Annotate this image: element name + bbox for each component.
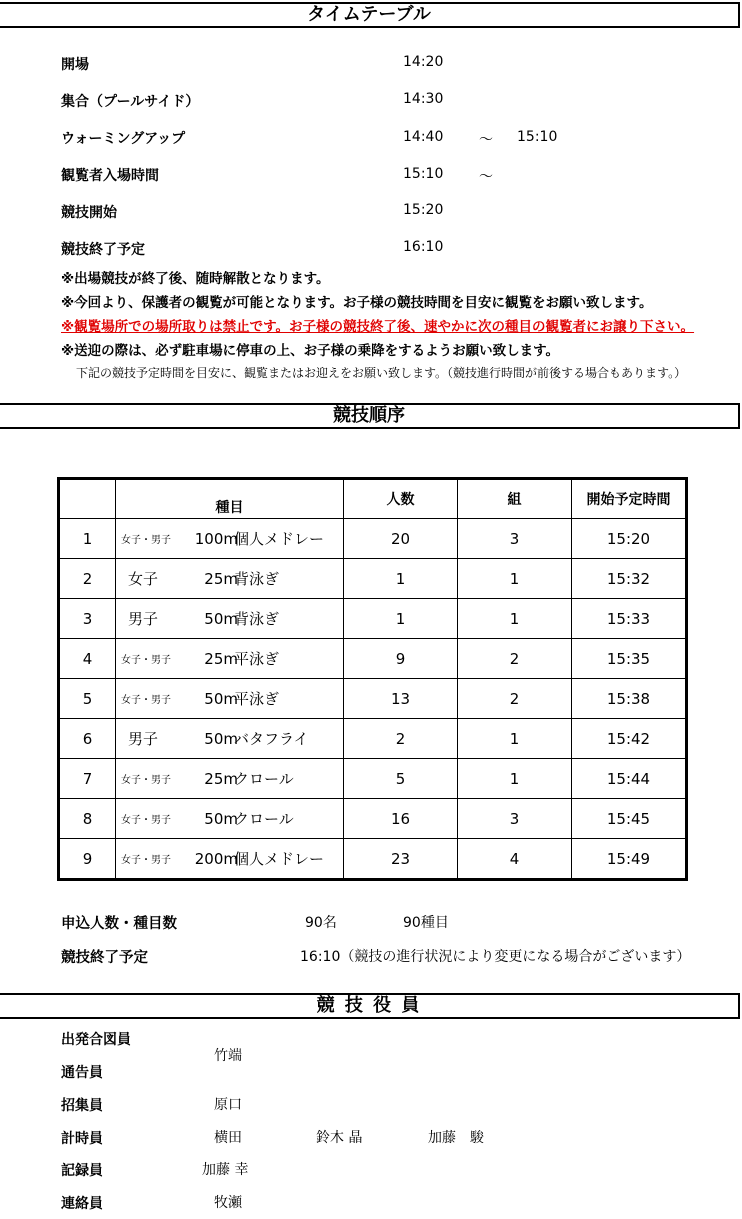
event-gender: 女子・男子	[121, 815, 171, 826]
event-no: 5	[59, 679, 116, 719]
event-gender: 女子・男子	[121, 535, 171, 546]
event-group: 2	[458, 639, 572, 679]
tt-label-5: 競技終了予定	[61, 242, 145, 258]
event-count: 16	[344, 799, 458, 839]
event-cell	[116, 679, 344, 719]
timetable-header	[0, 2, 740, 28]
event-gender: 女子・男子	[121, 695, 171, 706]
timetable-title: タイムテーブル	[307, 4, 431, 25]
event-count: 2	[344, 719, 458, 759]
event-no: 4	[59, 639, 116, 679]
tt-label-4: 競技開始	[61, 205, 117, 221]
event-no: 9	[59, 839, 116, 880]
note-4: ※送迎の際は、必ず駐車場に停車の上、お子様の乗降をするようお願い致します。	[61, 343, 560, 359]
event-no: 3	[59, 599, 116, 639]
official-timer-2: 鈴木 晶	[316, 1130, 363, 1146]
event-group: 1	[458, 559, 572, 599]
official-liaison: 牧瀬	[214, 1195, 242, 1211]
col-header-event	[116, 479, 344, 519]
tt-label-0: 開場	[61, 57, 89, 73]
event-distance: 50m	[204, 729, 238, 748]
event-count: 1	[344, 559, 458, 599]
event-stroke: 背泳ぎ	[234, 570, 280, 588]
tt-end-2: 15:10	[517, 129, 558, 145]
note-5: 下記の競技予定時間を目安に、観覧またはお迎えをお願い致します。（競技進行時間が前後する場合もあります。）	[76, 366, 687, 380]
event-stroke: クロール	[234, 810, 294, 828]
event-stroke: 背泳ぎ	[234, 610, 280, 628]
event-distance: 25m	[204, 649, 238, 668]
role-announcer: 通告員	[61, 1065, 103, 1081]
table-row	[59, 559, 687, 599]
event-no: 1	[59, 519, 116, 559]
event-group: 1	[458, 719, 572, 759]
event-start-time: 15:42	[572, 719, 687, 759]
event-gender: 女子・男子	[121, 775, 171, 786]
event-cell	[116, 799, 344, 839]
tt-time-2: 14:40	[403, 129, 444, 145]
tt-label-1: 集合（プールサイド）	[61, 94, 200, 110]
event-distance: 50m	[204, 689, 238, 708]
entries-events: 90種目	[403, 915, 449, 931]
event-cell	[116, 719, 344, 759]
event-no: 6	[59, 719, 116, 759]
event-count: 9	[344, 639, 458, 679]
event-count: 5	[344, 759, 458, 799]
end-label: 競技終了予定	[61, 950, 148, 966]
note-2: ※今回より、保護者の観覧が可能となります。お子様の競技時間を目安に観覧をお願い致します。	[61, 295, 653, 311]
table-row	[59, 719, 687, 759]
event-group: 3	[458, 519, 572, 559]
event-stroke: クロール	[234, 770, 294, 788]
event-group: 2	[458, 679, 572, 719]
event-start-time: 15:38	[572, 679, 687, 719]
event-no: 2	[59, 559, 116, 599]
event-start-time: 15:20	[572, 519, 687, 559]
table-row	[59, 599, 687, 639]
table-row	[59, 679, 687, 719]
col-header-no	[59, 479, 116, 519]
event-group: 4	[458, 839, 572, 880]
event-distance: 200m	[194, 849, 238, 868]
table-row	[59, 519, 687, 559]
event-start-time: 15:35	[572, 639, 687, 679]
event-stroke: バタフライ	[234, 730, 309, 748]
tt-label-3: 観覧者入場時間	[61, 168, 159, 184]
role-starter: 出発合図員	[61, 1032, 131, 1048]
table-row	[59, 839, 687, 880]
role-marshal: 招集員	[61, 1098, 103, 1114]
event-count: 13	[344, 679, 458, 719]
event-gender: 男子	[128, 730, 159, 748]
event-cell	[116, 839, 344, 880]
event-gender: 女子・男子	[121, 855, 171, 866]
event-start-time: 15:45	[572, 799, 687, 839]
event-distance: 50m	[204, 609, 238, 628]
role-recorder: 記録員	[61, 1163, 103, 1179]
event-cell	[116, 639, 344, 679]
event-start-time: 15:49	[572, 839, 687, 880]
event-stroke: 平泳ぎ	[234, 690, 280, 708]
tt-time-4: 15:20	[403, 202, 444, 218]
tt-tilde-3: ～	[479, 169, 493, 185]
event-distance: 50m	[204, 809, 238, 828]
official-recorder: 加藤 幸	[202, 1162, 249, 1178]
officials-header	[0, 993, 740, 1019]
event-no: 7	[59, 759, 116, 799]
event-stroke: 個人メドレー	[234, 530, 325, 548]
event-stroke: 平泳ぎ	[234, 650, 280, 668]
event-start-time: 15:44	[572, 759, 687, 799]
official-timer-1: 横田	[214, 1130, 242, 1146]
end-value: 16:10（競技の進行状況により変更になる場合がございます）	[300, 949, 691, 965]
entries-label: 申込人数・種目数	[61, 916, 177, 932]
note-1: ※出場競技が終了後、随時解散となります。	[61, 271, 330, 287]
event-group: 1	[458, 599, 572, 639]
tt-label-2: ウォーミングアップ	[61, 131, 186, 147]
table-header-row	[59, 479, 687, 519]
event-count: 1	[344, 599, 458, 639]
tt-time-0: 14:20	[403, 54, 444, 70]
event-distance: 25m	[204, 569, 238, 588]
event-cell	[116, 599, 344, 639]
table-row	[59, 639, 687, 679]
order-header	[0, 403, 740, 429]
table-row	[59, 799, 687, 839]
event-cell	[116, 519, 344, 559]
event-group: 1	[458, 759, 572, 799]
event-count: 23	[344, 839, 458, 880]
event-gender: 男子	[128, 610, 159, 628]
note-3-warning: ※観覧場所での場所取りは禁止です。お子様の競技終了後、速やかに次の種目の観覧者にお譲り下さい。	[61, 319, 695, 335]
official-timer-3: 加藤 駿	[428, 1130, 484, 1146]
event-order-table	[57, 477, 688, 881]
event-cell	[116, 559, 344, 599]
table-row	[59, 759, 687, 799]
col-header-event-label: 種目	[215, 500, 244, 516]
official-starter-announcer: 竹端	[214, 1048, 242, 1064]
event-distance: 25m	[204, 769, 238, 788]
role-timer: 計時員	[61, 1131, 103, 1147]
event-distance: 100m	[194, 529, 238, 548]
event-stroke: 個人メドレー	[234, 850, 325, 868]
order-title: 競技順序	[333, 405, 405, 426]
tt-time-1: 14:30	[403, 91, 444, 107]
event-gender: 女子・男子	[121, 655, 171, 666]
role-liaison: 連絡員	[61, 1196, 103, 1212]
tt-tilde-2: ～	[479, 132, 493, 148]
event-gender: 女子	[128, 570, 159, 588]
event-group: 3	[458, 799, 572, 839]
event-cell	[116, 759, 344, 799]
tt-time-3: 15:10	[403, 166, 444, 182]
officials-title: 競 技 役 員	[316, 995, 422, 1016]
col-header-group: 組	[458, 479, 572, 519]
event-count: 20	[344, 519, 458, 559]
col-header-start: 開始予定時間	[572, 479, 687, 519]
official-marshal: 原口	[214, 1097, 242, 1113]
event-start-time: 15:32	[572, 559, 687, 599]
entries-people: 90名	[305, 915, 337, 931]
tt-time-5: 16:10	[403, 239, 444, 255]
col-header-count: 人数	[344, 479, 458, 519]
event-start-time: 15:33	[572, 599, 687, 639]
event-no: 8	[59, 799, 116, 839]
